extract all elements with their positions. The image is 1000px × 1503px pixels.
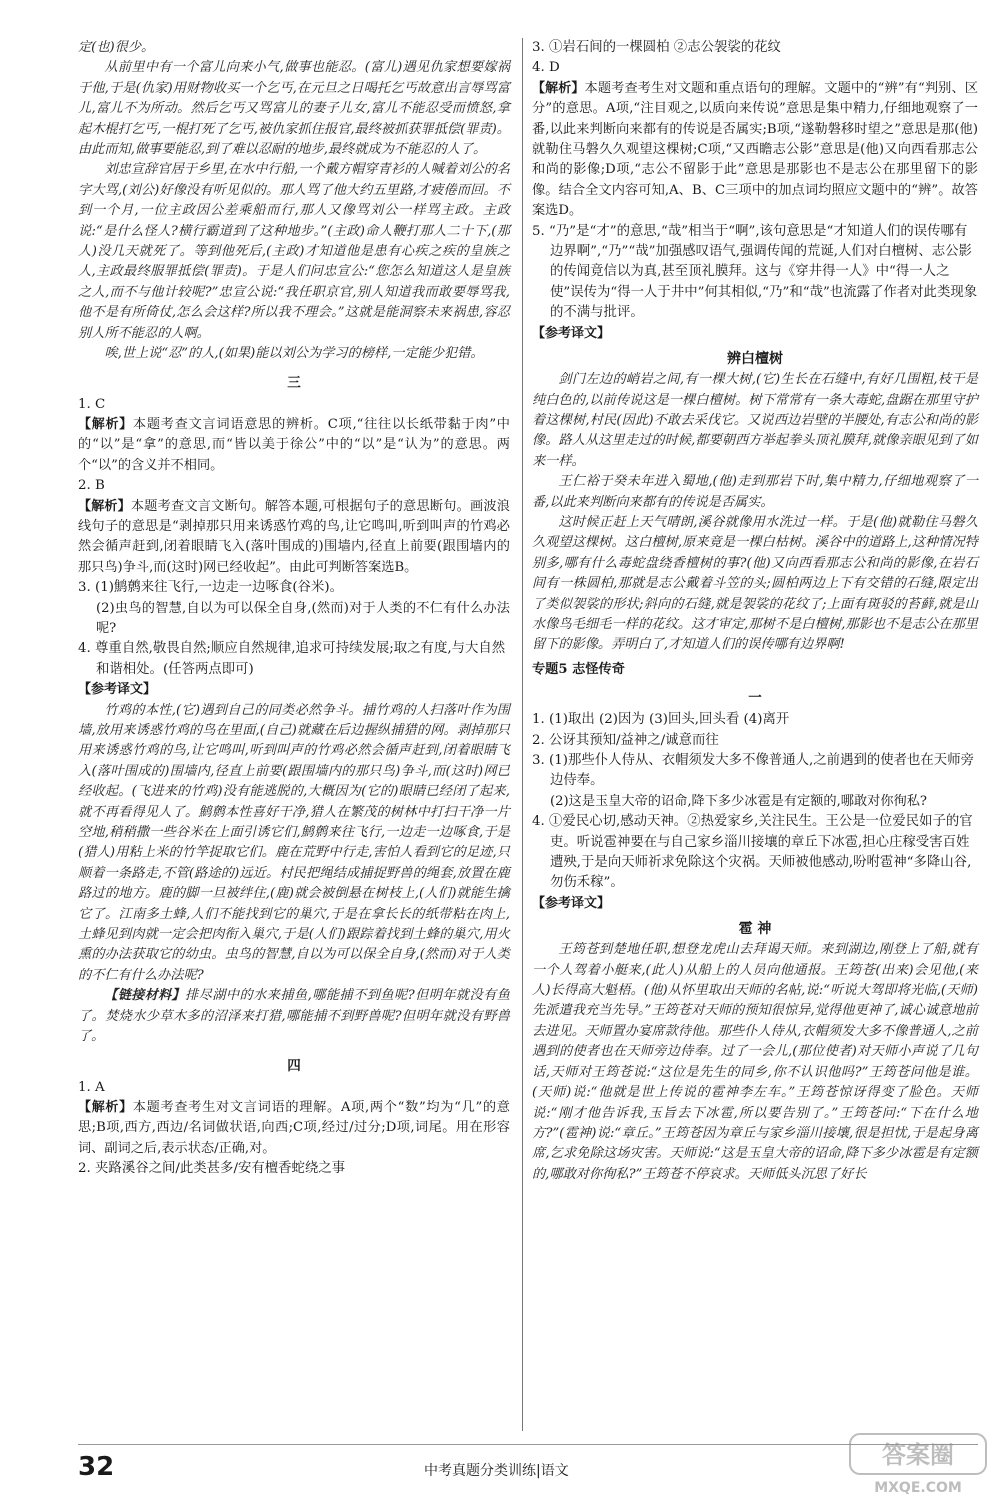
translation-paragraph: 竹鸡的本性,(它)遇到自己的同类必然争斗。捕竹鸡的人扫落叶作为围墙,放用来诱惑竹鸡的鸟在里面,(自己)就藏在后边握纵捕猎的网。剥掉那只用来诱惑竹鸡的鸟,让它鸣叫,听到叫声的竹鸡必然会循声赶到,闭着眼睛飞入(落叶围成的)围墙内,径直上前要(跟围墙内的那只鸟)争斗,而(这时)网已经收起。(飞进来的竹鸡)没有能逃脱的,大概因为(它的)眼睛已经闭了起来,就不再看得见人了。鹪鹩本性喜好干净,猎人在繁茂的树林中打扫干净一片空地,稍稍撒一些谷米在上面引诱它们,鹪鹩来往飞行,一边走一边啄食,于是(猎人)用粘上米的竹竿捉取它们。鹿在荒野中行走,害怕人看到它的足迹,只顺着一条路走,不管(路途的)远近。村民把绳结成捕捉野兽的绳套,放置在鹿路过的地方。鹿的脚一旦被绊住,(鹿)就会被倒悬在树枝上,(人们)就能生擒它了。江南多土蜂,人们不能找到它的巢穴,于是在拿长长的纸带粘在肉上,土蜂见到肉就一定会把肉衔入巢穴,于是(人们)跟踪着找到土蜂的巢穴,用火熏的办法获取它的幼虫。虫鸟的智慧,自以为可以保全自身,(然而)对于人类的不仁有什么办法呢? (78, 702, 510, 983)
analysis-text: 本题考查考生对文题和重点语句的理解。文题中的“辨”有“判别、区分”的意思。A项,“注目观之,以质向来传说”意思是集中精力,仔细地观察了一番,以此来判断向来都有的传说是否属实;B项,“遂勒磐移时望之”意思是那(他)就勒住马磐久久观望这棵树;C项,“又西瞻志公影”意思是(他)又向西看那志公和尚的影像;D项,“志公不留影于此”意思是那影也不是志公在那里留下的影像。结合全文内容可知,A、B、C三项中的加点词均照应文题中的“辨”。故答案选D。 (532, 80, 978, 219)
answer-item: 3. ①岩石间的一棵圆柏 ②志公袈裟的花纹 (532, 40, 781, 55)
footer-rule (78, 1444, 978, 1445)
analysis-text: 本题考查文言词语意思的辨析。C项,“往往以长纸带黏于肉”中的“以”是“拿”的意思,而“皆以美于徐公”中的“以”是“认为”的意思。两个“以”的含义并不相同。 (78, 416, 510, 473)
answer-item: 3. (1)那些仆人侍从、衣帽须发大多不像普通人,之前遇到的使者也在天师旁边侍奉。 (532, 753, 974, 789)
watermark-logo (848, 1432, 988, 1498)
translation-paragraph: 唉,世上说“忍”的人,(如果)能以刘公为学习的榜样,一定能少犯错。 (104, 346, 484, 362)
translation-paragraph: 刘忠宣辞官居于乡里,在水中行船,一个戴方帽穿青衫的人喊着刘公的名字大骂,(刘公)好像没有听见似的。那人骂了他大约五里路,才疲倦而回。不到一个月,一位主政因公差乘船而行,那人又像骂刘公一样骂主政。主政说:“是什么怪人?横行霸道到了这种地步。”(主政)命人鞭打那人二十下,(那人)没几天就死了。等到他死后,(主政)才知道他是患有心疾之疾的皇族之人,主政最终服罪抵偿(罪责)。于是人们问忠宣公:“您怎么知道这人是皇族之人,而不与他计较呢?”忠宣公说:“我任职京官,别人知道我而敢要辱骂我,他不是有所倚仗,怎么会这样?所以我不理会。”这就是能洞察未来祸患,容忍别人所不能忍的人啊。 (78, 162, 510, 341)
watermark-url: MXQE.COM (874, 1480, 962, 1496)
answer-item: 1. (1)取出 (2)因为 (3)回头,回头看 (4)离开 (532, 712, 790, 728)
analysis-tag: 【解析】 (78, 416, 133, 432)
answer-item: 3. (1)鹪鹩来往飞行,一边走一边啄食(谷米)。 (78, 580, 343, 596)
translation-paragraph: 王仁裕于癸未年进入蜀地,(他)走到那岩下时,集中精力,仔细地观察了一番,以此来判断向来都有的传说是否属实。 (532, 474, 978, 510)
section-heading: 四 (287, 1057, 301, 1074)
answer-text: (2)虫鸟的智慧,自以为可以保全自身,(然而)对于人类的不仁有什么办法呢? (96, 600, 510, 636)
translation-paragraph: 王筠苍到楚地任职,想登龙虎山去拜谒天师。来到湖边,刚登上了船,就有一个人驾着小艇来,(此人)从船上的人员向他通报。王筠苍(出来)会见他,(来人)长得高大魁梧。(他)从怀里取出天师的名帖,说:“听说大驾即将光临,(天师)先派遣我充当先导。”王筠苍对天师的预知很惊异,觉得他更神了,诚心诚意地前去进见。天师置办宴席款待他。那些仆人侍从,衣帽须发大多不像普通人,之前遇到的使者也在天师旁边侍奉。过了一会儿,(那位使者)对天师小声说了几句话,天师对王筠苍说:“这位是先生的同乡,你不认识他吗?”王筠苍问他是谁。(天师)说:“他就是世上传说的雹神李左车。”王筠苍惊讶得变了脸色。天师说:“刚才他告诉我,玉旨去下冰雹,所以要告别了。”王筠苍问:“下在什么地方?”(雹神)说:“章丘。”王筠苍因为章丘与家乡淄川接壤,很是担忧,于是起身离席,乞求免除这场灾害。天师说:“这是玉皇大帝的诏命,降下多少冰雹是有定额的,哪敢对你徇私?”王筠苍不停哀求。天师低头沉思了好长 (532, 942, 978, 1182)
translation-paragraph: 这时候正赶上天气晴朗,溪谷就像用水洗过一样。于是(他)就勒住马磐久久观望这棵树。这白檀树,原来竟是一棵白枯树。溪谷中的道路上,这种情况特别多,哪有什么毒蛇盘绕香檀树的事?(他)又向西看那志公和尚的影像,在岩石间有一株圆柏,那就是志公戴着斗笠的头;圆柏两边上下有交错的石缝,限定出了类似袈裟的形状;斜向的石缝,就是袈裟的花纹了;上面有斑驳的苔藓,就是山水像鸟毛细毛一样的花纹。这才审定,那树不是白檀树,那影也不是志公在那里留下的影像。弄明白了,才知道人们的误传哪有边界啊! (532, 514, 978, 653)
topic-heading: 专题5 志怪传奇 (532, 661, 625, 677)
analysis-text: 本题考查文言文断句。解答本题,可根据句子的意思断句。画波浪线句子的意思是“剥掉那只用来诱惑竹鸡的鸟,让它鸣叫,听到叫声的竹鸡必然会循声赶到,闭着眼睛飞入(落叶围成的)围墙内,径直上前要(跟围墙内的那只鸟)争斗,而(这时)网已经收起”。由此可判断答案选B。 (78, 498, 510, 575)
answer-item: 1. A (78, 1079, 105, 1095)
section-heading: 一 (748, 690, 762, 707)
answer-item: 2. 公讶其预知/益神之/诚意而往 (532, 732, 719, 748)
analysis-tag: 【解析】 (78, 1099, 133, 1115)
answer-item: 4. D (532, 60, 560, 76)
watermark-text: 答案圈 (882, 1441, 954, 1469)
answer-item: 4. 尊重自然,敬畏自然;顺应自然规律,追求可持续发展;取之有度,与大自然和谐相处。(任答两点即可) (78, 641, 506, 677)
link-material-tag: 【链接材料】 (104, 988, 185, 1004)
translation-paragraph: 剑门左边的峭岩之间,有一棵大树,(它)生长在石缝中,有好几围粗,枝干是纯白色的,以前传说这是一棵白檀树。树下常常有一条大毒蛇,盘踞在那里守护着这棵树,村民(因此)不敢去采伐它。又说西边岩壁的半腰处,有志公和尚的影像。路人从这里走过的时候,都要朝西方举起拳头顶礼膜拜,就像亲眼见到了如来一样。 (532, 372, 978, 469)
analysis-text: 本题考查考生对文言词语的理解。A项,两个“数”均为“几”的意思;B项,西方,西边/名词做状语,向西;C项,经过/过分;D项,词尾。用在形容词、副词之后,表示状态/正确,对。 (78, 1099, 510, 1156)
answer-item: 2. B (78, 478, 105, 494)
translation-paragraph: 从前里中有一个富儿向来小气,做事也能忍。(富儿)遇见仇家想要嫁祸于他,于是(仇家)用财物收买一个乞丐,在元旦之日喝托乞丐故意出言辱骂富儿,富儿不为所动。然后乞丐又骂富儿的妻子儿女,富儿不能忍受而愤怒,拿起木棍打乞丐,一棍打死了乞丐,被仇家抓住报官,最终被抓获罪抵偿(罪责)。由此而知,做事要能忍,到了难以忍耐的地步,最终就成为不能忍的人了。 (78, 60, 510, 158)
analysis-tag: 【解析】 (78, 498, 131, 514)
reference-tag: 【参考译文】 (532, 325, 611, 341)
answer-item: 2. 夹路溪谷之间/此类甚多/安有檀香蛇绕之事 (78, 1161, 346, 1177)
answer-item: 5. “乃”是“才”的意思,“哉”相当于“啊”,该句意思是“才知道人们的误传哪有边界啊”,“乃”“哉”加强感叹语气,强调传闻的荒诞,人们对白檀树、志公影的传闻竟信以为真,甚至顶礼膜拜。这与《穿井得一人》中“得一人之使”误传为“得一人于井中”何其相似,“乃”和“哉”也流露了作者对此类现象的不满与批评。 (532, 223, 978, 321)
answer-item: 1. C (78, 396, 106, 412)
reference-tag: 【参考译文】 (532, 895, 611, 911)
reference-tag: 【参考译文】 (78, 682, 157, 698)
analysis-tag: 【解析】 (532, 80, 585, 96)
answer-text: (2)这是玉皇大帝的诏命,降下多少冰雹是有定额的,哪敢对你徇私? (550, 793, 928, 809)
page-number: 32 (78, 1452, 115, 1482)
answer-item: 4. ①爱民心切,感动天神。②热爱家乡,关注民生。王公是一位爱民如子的官吏。听说雹神要在与自己家乡淄川接壤的章丘下冰雹,担心庄稼受害百姓遭殃,于是向天师祈求免除这个灾祸。天师被他感动,吩咐雹神“多降山谷,勿伤禾稼”。 (532, 814, 973, 891)
section-heading: 三 (287, 374, 301, 391)
translation-title: 雹 神 (738, 921, 772, 938)
translation-title: 辨白檀树 (727, 351, 783, 368)
right-column (532, 38, 978, 1185)
book-title: 中考真题分类训练|语文 (424, 1463, 569, 1479)
answer-text: 定(也)很少。 (78, 40, 155, 55)
column-divider (522, 38, 523, 1431)
left-column (78, 38, 510, 1180)
link-material-text: 排尽湖中的水来捕鱼,哪能捕不到鱼呢?但明年就没有鱼了。焚烧水少草木多的沼泽来打猎,哪能捕不到野兽呢?但明年就没有野兽了。 (78, 988, 510, 1045)
